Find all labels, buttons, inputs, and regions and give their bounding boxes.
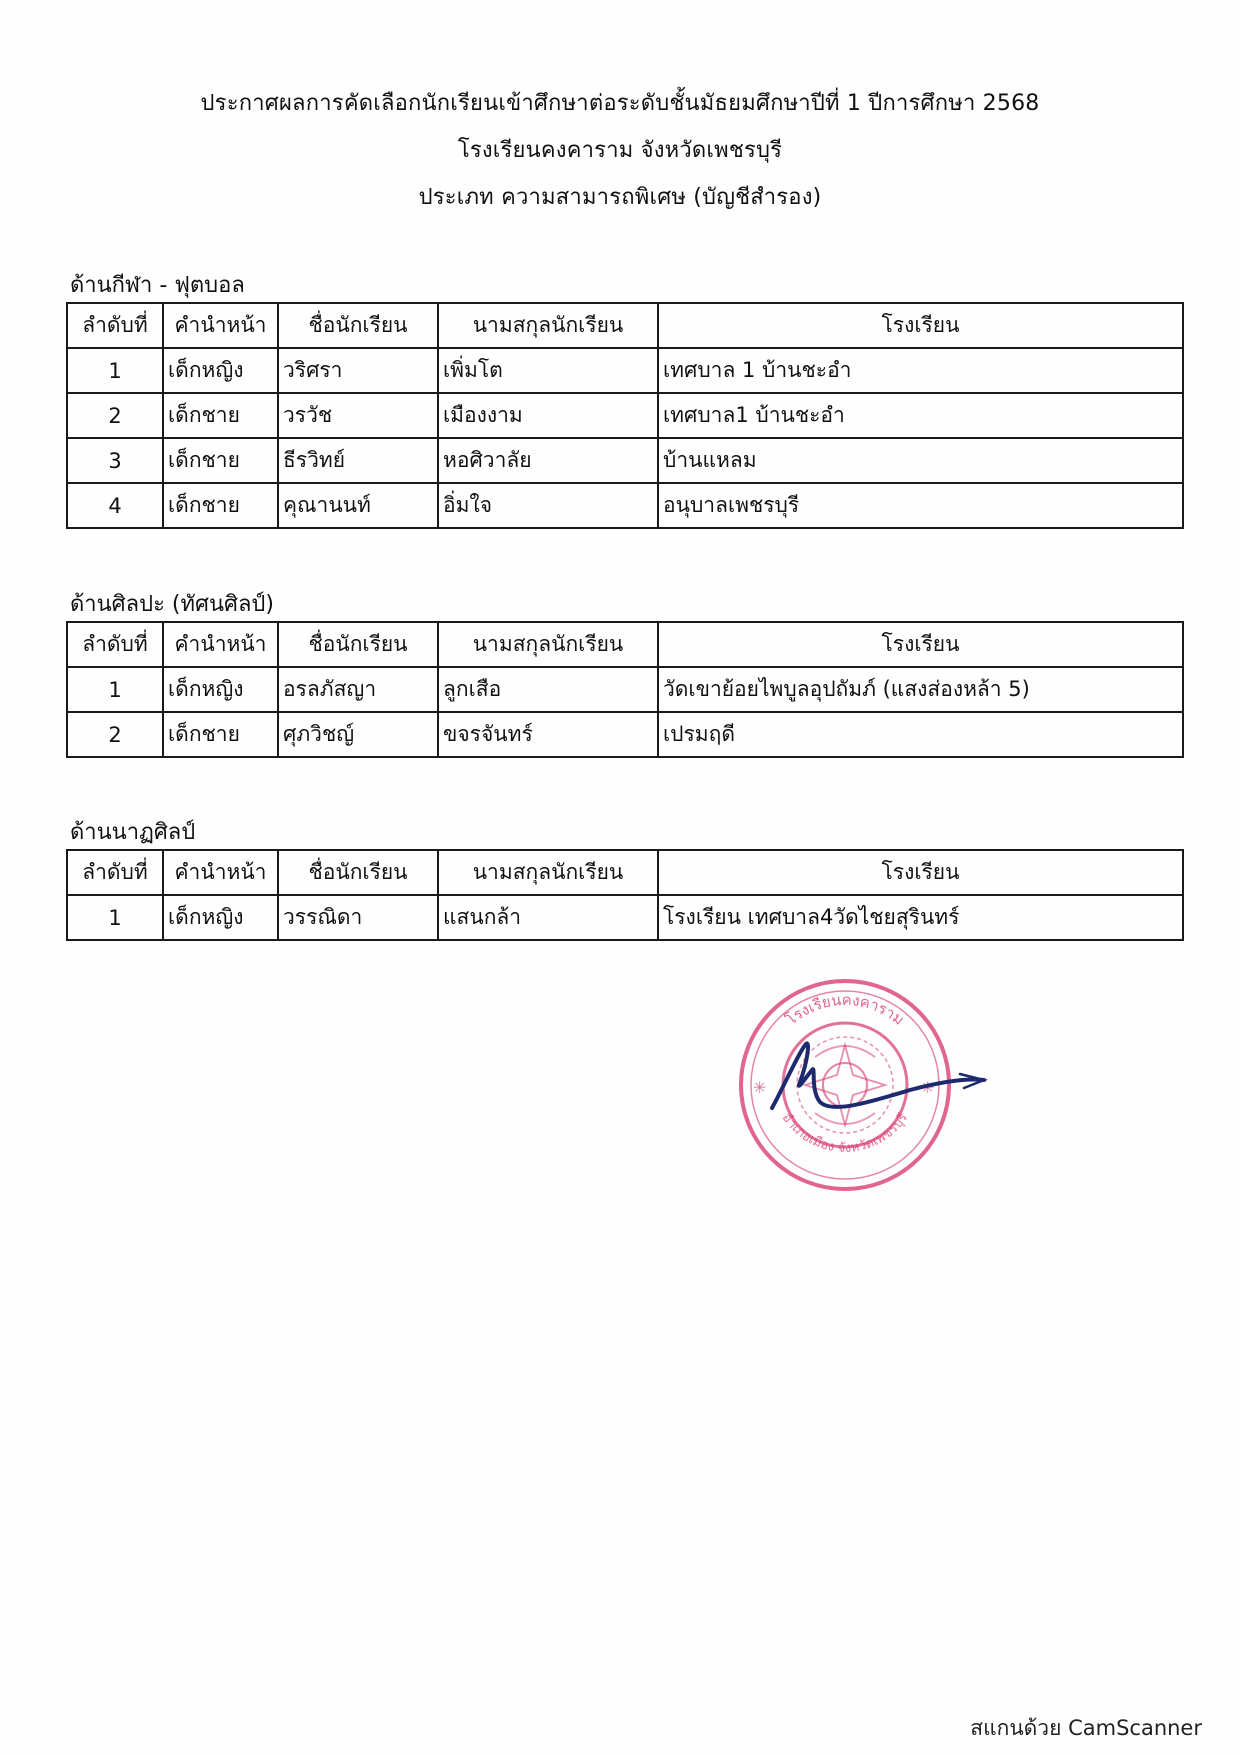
table-row <box>67 483 1183 528</box>
cell-last-name: ขจรจันทร์ <box>438 712 658 757</box>
cell-no: 3 <box>67 438 163 483</box>
cell-first-name: คุณานนท์ <box>278 483 438 528</box>
cell-school: เทศบาล1 บ้านชะอำ <box>658 393 1183 438</box>
column-header-no: ลำดับที่ <box>67 303 163 348</box>
cell-last-name: หอศิวาลัย <box>438 438 658 483</box>
table-row <box>67 895 1183 940</box>
scanner-watermark: สแกนด้วย CamScanner <box>970 1716 1202 1740</box>
football-table <box>66 302 1184 529</box>
cell-last-name: เมืองงาม <box>438 393 658 438</box>
cell-no: 4 <box>67 483 163 528</box>
cell-prefix: เด็กหญิง <box>163 895 278 940</box>
cell-school: บ้านแหลม <box>658 438 1183 483</box>
cell-school: อนุบาลเพชรบุรี <box>658 483 1183 528</box>
column-header-first-name: ชื่อนักเรียน <box>278 303 438 348</box>
cell-prefix: เด็กชาย <box>163 393 278 438</box>
column-header-last-name: นามสกุลนักเรียน <box>438 850 658 895</box>
dance-arts-table <box>66 849 1184 941</box>
column-header-first-name: ชื่อนักเรียน <box>278 850 438 895</box>
cell-prefix: เด็กหญิง <box>163 667 278 712</box>
table-row <box>67 438 1183 483</box>
document-header <box>0 80 1240 221</box>
column-header-prefix: คำนำหน้า <box>163 303 278 348</box>
svg-text:✳: ✳ <box>921 1078 935 1097</box>
section-title-football: ด้านกีฬา - ฟุตบอล <box>70 273 245 298</box>
document-title: ประกาศผลการคัดเลือกนักเรียนเข้าศึกษาต่อระดับชั้นมัธยมศึกษาปีที่ 1 ปีการศึกษา 2568 <box>200 91 1040 116</box>
cell-no: 1 <box>67 895 163 940</box>
cell-first-name: วริศรา <box>278 348 438 393</box>
cell-prefix: เด็กชาย <box>163 438 278 483</box>
column-header-no: ลำดับที่ <box>67 622 163 667</box>
cell-no: 1 <box>67 348 163 393</box>
column-header-school: โรงเรียน <box>658 622 1183 667</box>
cell-last-name: อิ่มใจ <box>438 483 658 528</box>
svg-text:โรงเรียนคงคาราม: โรงเรียนคงคาราม <box>782 990 908 1029</box>
table-row <box>67 712 1183 757</box>
cell-school: เทศบาล 1 บ้านชะอำ <box>658 348 1183 393</box>
table-row <box>67 393 1183 438</box>
cell-first-name: ธีรวิทย์ <box>278 438 438 483</box>
column-header-first-name: ชื่อนักเรียน <box>278 622 438 667</box>
column-header-school: โรงเรียน <box>658 303 1183 348</box>
table-row <box>67 667 1183 712</box>
cell-prefix: เด็กหญิง <box>163 348 278 393</box>
cell-first-name: วรวัช <box>278 393 438 438</box>
cell-first-name: ศุภวิชญ์ <box>278 712 438 757</box>
cell-last-name: เพิ่มโต <box>438 348 658 393</box>
cell-school: วัดเขาย้อยไพบูลอุปถัมภ์ (แสงส่องหล้า 5) <box>658 667 1183 712</box>
table-header-row <box>67 303 1183 348</box>
cell-no: 2 <box>67 393 163 438</box>
category-label: ประเภท ความสามารถพิเศษ (บัญชีสำรอง) <box>418 185 822 210</box>
table-row <box>67 348 1183 393</box>
cell-last-name: แสนกล้า <box>438 895 658 940</box>
cell-first-name: วรรณิดา <box>278 895 438 940</box>
column-header-prefix: คำนำหน้า <box>163 850 278 895</box>
svg-text:✳: ✳ <box>753 1078 767 1097</box>
cell-school: โรงเรียน เทศบาล4วัดไชยสุรินทร์ <box>658 895 1183 940</box>
cell-school: เปรมฤดี <box>658 712 1183 757</box>
section-title-dance-arts: ด้านนาฏศิลป์ <box>70 820 196 845</box>
column-header-prefix: คำนำหน้า <box>163 622 278 667</box>
cell-first-name: อรลภัสญา <box>278 667 438 712</box>
cell-prefix: เด็กชาย <box>163 712 278 757</box>
cell-no: 1 <box>67 667 163 712</box>
section-title-visual-arts: ด้านศิลปะ (ทัศนศิลป์) <box>70 592 274 617</box>
column-header-last-name: นามสกุลนักเรียน <box>438 303 658 348</box>
column-header-school: โรงเรียน <box>658 850 1183 895</box>
cell-prefix: เด็กชาย <box>163 483 278 528</box>
table-header-row <box>67 622 1183 667</box>
visual-arts-table <box>66 621 1184 758</box>
signature <box>760 1030 990 1120</box>
school-name: โรงเรียนคงคาราม จังหวัดเพชรบุรี <box>457 138 783 163</box>
cell-last-name: ลูกเสือ <box>438 667 658 712</box>
table-header-row <box>67 850 1183 895</box>
column-header-last-name: นามสกุลนักเรียน <box>438 622 658 667</box>
svg-text:อำเภอเมือง จังหวัดเพชรบุรี: อำเภอเมือง จังหวัดเพชรบุรี <box>778 1110 912 1157</box>
cell-no: 2 <box>67 712 163 757</box>
column-header-no: ลำดับที่ <box>67 850 163 895</box>
